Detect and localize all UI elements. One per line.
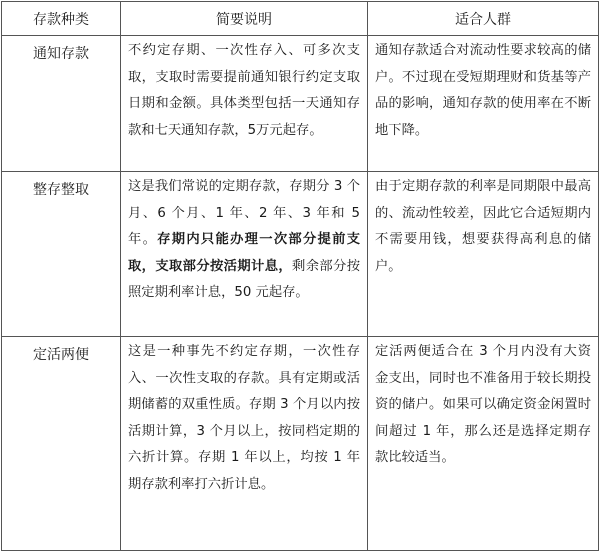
table-row <box>2 172 599 337</box>
description-bold-text: 存期内只能办理一次部分提前支取，支取部分按活期计息， <box>128 232 361 274</box>
description-text: 剩余部分按照定期利率计息，50 元起存。 <box>128 258 361 300</box>
description-text: 这是我们常说的定期存款，存期分 3 个月、6 个月、1 年、2 年、3 年和 5 年。 <box>128 179 360 247</box>
description-cell: 这是一种事先不约定存期，一次性存入、一次性支取的存款。具有定期或活期储蓄的双重性质。存期 3 个月以内按活期计算，3 个月以上，按同档定期的六折计算。存期 1 年以上，均按 1 年期存款利率打六折计息。 <box>121 337 368 551</box>
deposit-type-cell: 整存整取 <box>2 172 121 337</box>
header-deposit-type: 存款种类 <box>2 2 121 36</box>
suitable-group-cell: 由于定期存款的利率是同期限中最高的、流动性较差，因此它合适短期内不需要用钱，想要获得高利息的储户。 <box>368 172 599 337</box>
table-row <box>2 337 599 551</box>
table-row <box>2 36 599 172</box>
description-cell <box>121 172 368 337</box>
suitable-group-cell: 定活两便适合在 3 个月内没有大资金支出，同时也不准备用于较长期投资的储户。如果可以确定资金闲置时间超过 1 年，那么还是选择定期存款比较适当。 <box>368 337 599 551</box>
description-cell: 不约定存期、一次性存入、可多次支取，支取时需要提前通知银行约定支取日期和金额。具体类型包括一天通知存款和七天通知存款，5万元起存。 <box>121 36 368 172</box>
header-suitable-group: 适合人群 <box>368 2 599 36</box>
deposit-type-cell: 定活两便 <box>2 337 121 551</box>
deposit-types-table <box>1 1 599 551</box>
header-description: 简要说明 <box>121 2 368 36</box>
table-header-row <box>2 2 599 36</box>
deposit-type-cell: 通知存款 <box>2 36 121 172</box>
suitable-group-cell: 通知存款适合对流动性要求较高的储户。不过现在受短期理财和货基等产品的影响，通知存款的使用率在不断地下降。 <box>368 36 599 172</box>
